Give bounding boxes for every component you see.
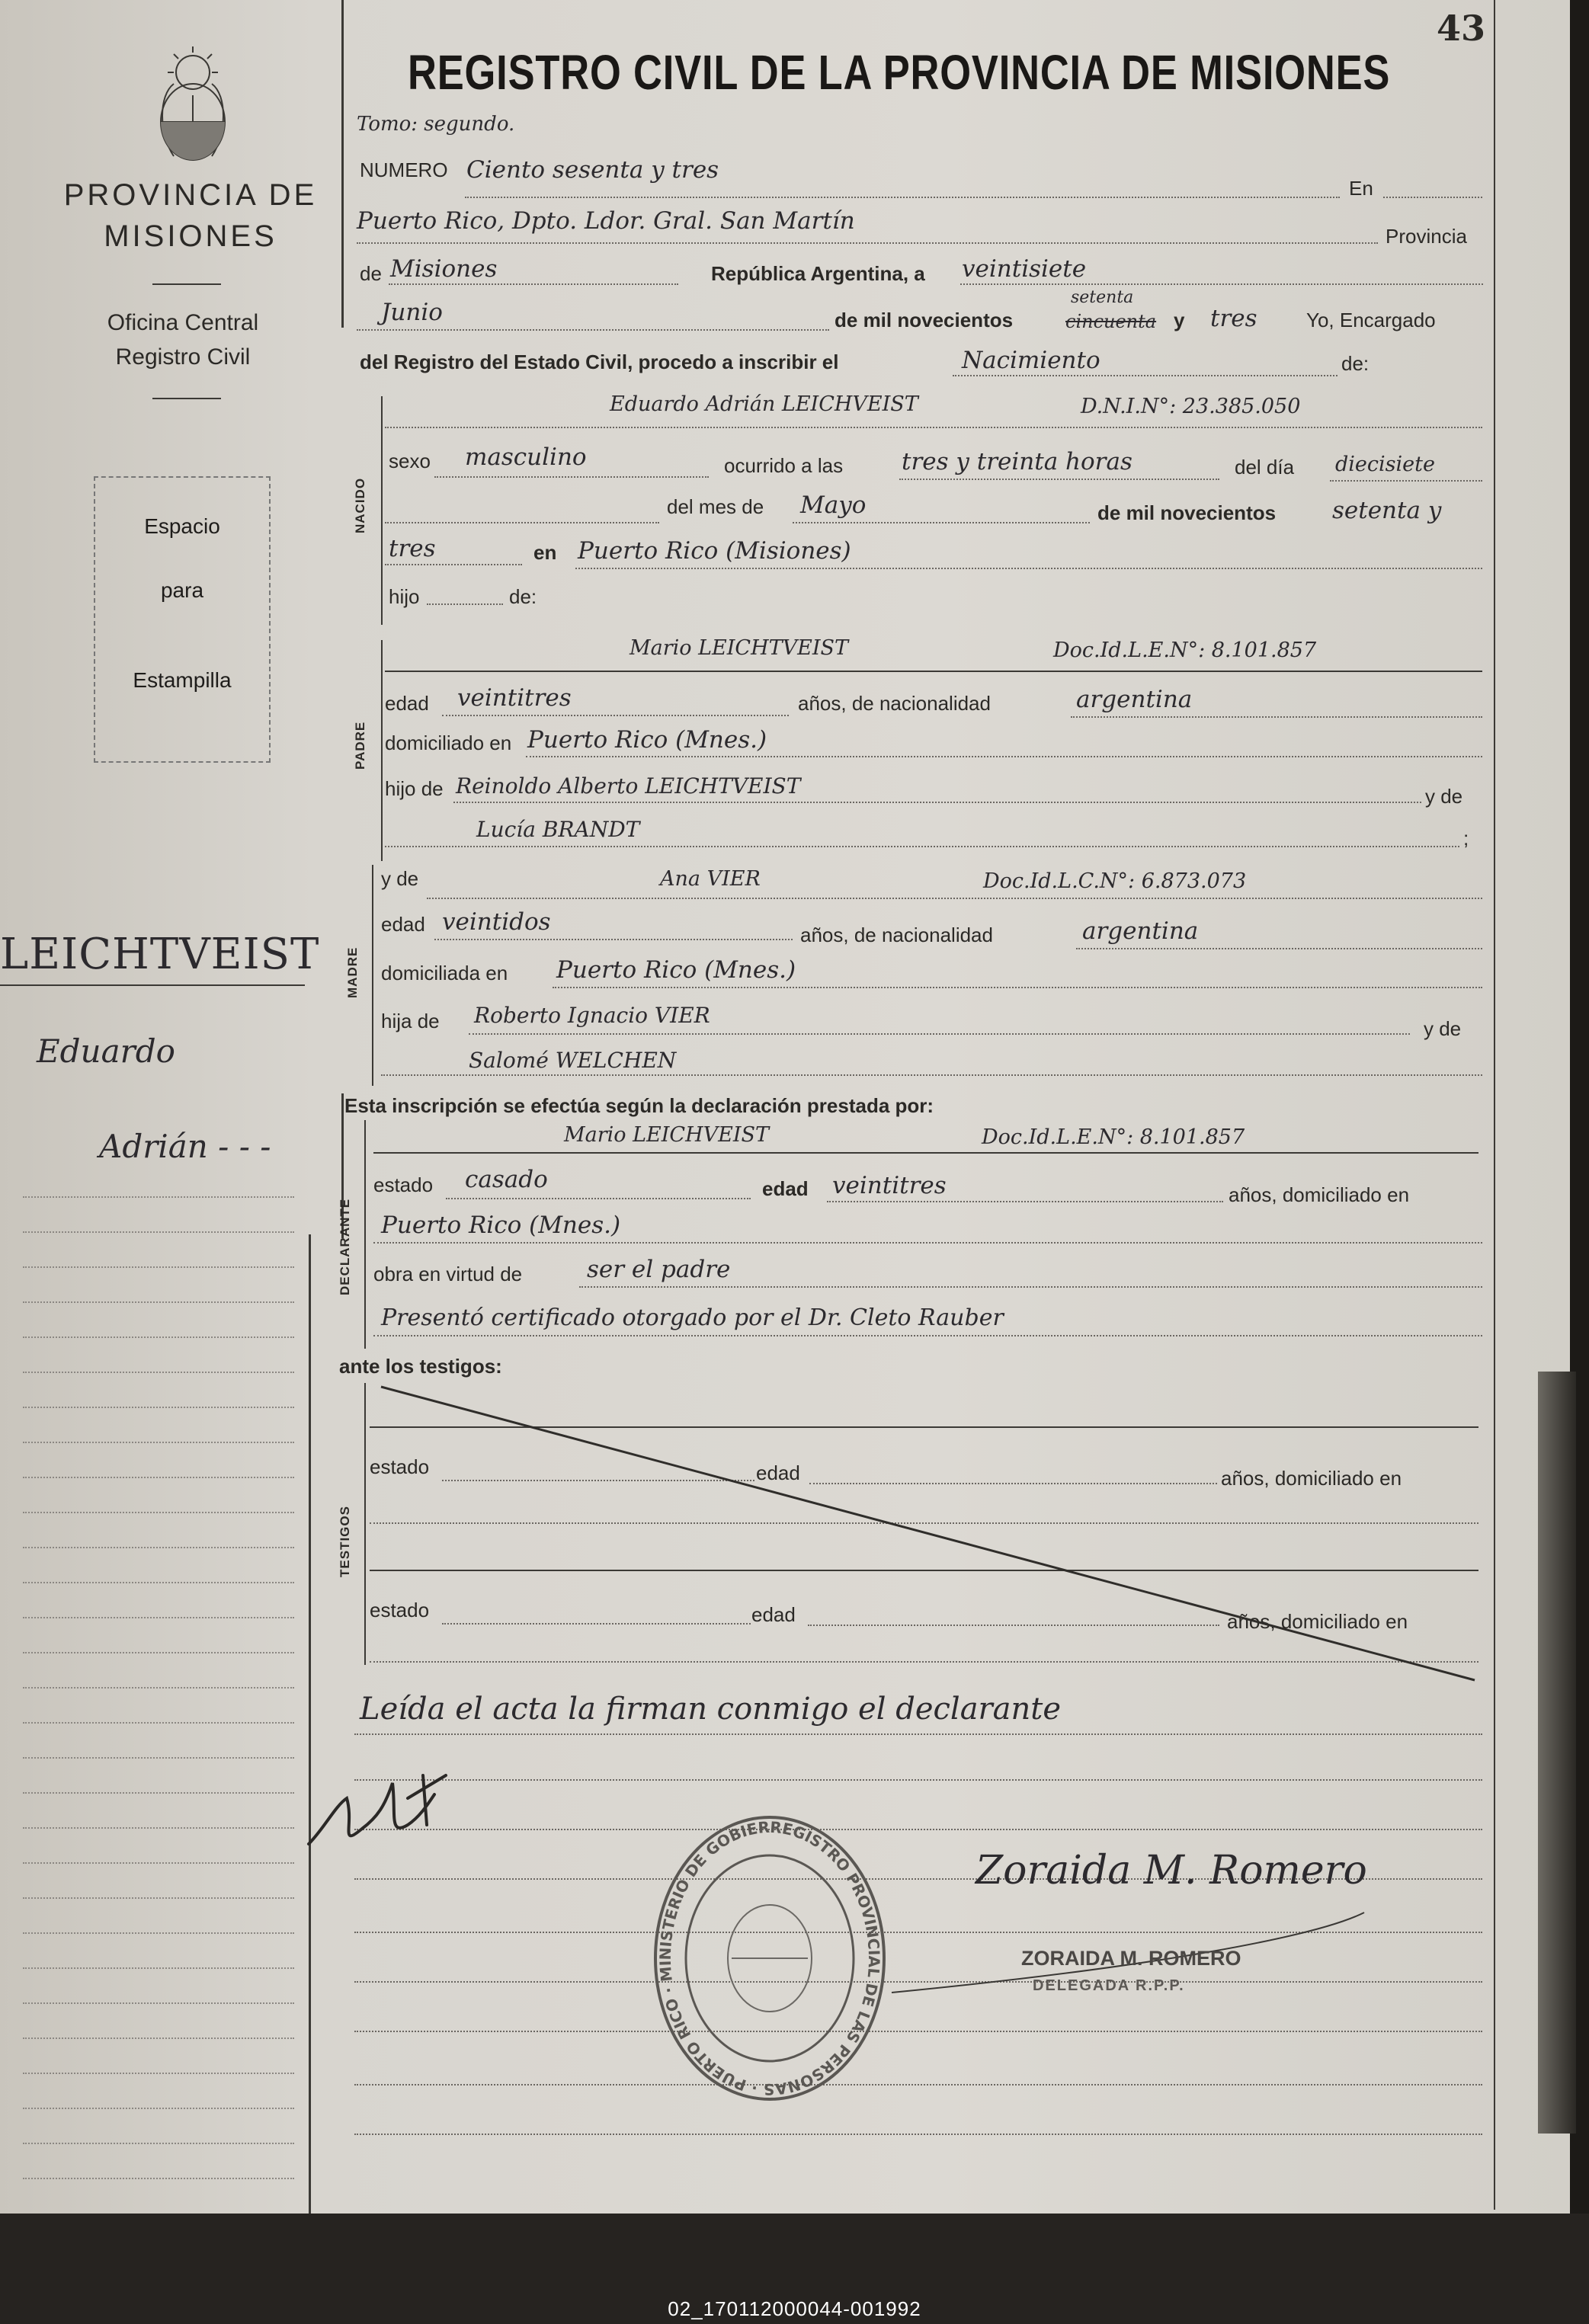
declarante-anios-label: años, domiciliado en <box>1229 1183 1410 1206</box>
sexo-label: sexo <box>389 450 431 472</box>
testigo1-estado-label: estado <box>370 1455 430 1478</box>
padre-nombre: Mario LEICHTVEIST <box>630 636 849 660</box>
dia-label: del día <box>1235 456 1295 479</box>
dotted-line <box>354 2031 1482 2032</box>
padre-dom-label: domiciliado en <box>385 731 512 754</box>
dotted-line <box>354 1733 1482 1735</box>
declarante-documento: Doc.Id.L.E.N°: 8.101.857 <box>982 1125 1245 1149</box>
declarante-nota: Presentó certificado otorgado por el Dr. Cleto Rauber <box>381 1304 1004 1331</box>
padre-documento: Doc.Id.L.E.N°: 8.101.857 <box>1053 639 1317 662</box>
margin-name2: Adrián - - - <box>99 1128 271 1165</box>
margin-name1: Eduardo <box>37 1032 175 1070</box>
declarant-signature <box>293 1753 461 1867</box>
declarante-nombre: Mario LEICHVEIST <box>564 1123 770 1147</box>
office-line-2: Registro Civil <box>115 344 251 370</box>
padre-nac-value: argentina <box>1076 686 1193 713</box>
declarante-estado-label: estado <box>373 1173 434 1196</box>
madre-dom-value: Puerto Rico (Mnes.) <box>556 956 796 984</box>
office-line-1: Oficina Central <box>107 310 259 335</box>
dia-value: diecisiete <box>1335 453 1435 476</box>
province-line-2: MISIONES <box>104 219 277 253</box>
padre-madre-value: Lucía BRANDT <box>476 817 640 842</box>
declarante-obra-value: ser el padre <box>587 1256 731 1283</box>
provincia-value: Misiones <box>390 255 498 283</box>
tomo-note: Tomo: segundo. <box>357 113 515 136</box>
padre-hijo-label: hijo de <box>385 777 444 800</box>
provincia-label: Provincia <box>1386 225 1467 248</box>
anio-unidad: tres <box>1210 305 1257 332</box>
province-line-1: PROVINCIA DE <box>63 178 318 212</box>
de-label: de <box>360 262 382 285</box>
madre-hija-label: hija de <box>381 1010 440 1032</box>
stamp-box-line1: Espacio <box>144 514 220 538</box>
madre-nac-value: argentina <box>1082 917 1199 945</box>
anio-correction: setenta <box>1071 288 1134 307</box>
page-number: 43 <box>1437 8 1486 49</box>
file-name: 02_170112000044-001992 <box>668 2297 921 2320</box>
de-colon: de: <box>1341 352 1370 375</box>
numero-value: Ciento sesenta y tres <box>466 156 719 184</box>
padre-edad-value: veintitres <box>457 684 572 712</box>
svg-text:REGISTRO PROVINCIAL DE LAS PER <box>648 1806 883 2098</box>
sexo-value: masculino <box>465 443 587 471</box>
madre-yde2-label: y de <box>1424 1017 1462 1040</box>
declarante-dom-value: Puerto Rico (Mnes.) <box>381 1212 621 1239</box>
mil-label: de mil novecientos <box>835 309 1014 331</box>
padre-dom-value: Puerto Rico (Mnes.) <box>527 726 767 754</box>
madre-nac-label: años, de nacionalidad <box>800 924 993 946</box>
dotted-line <box>354 1829 1482 1830</box>
declarante-edad-value: veintitres <box>832 1172 947 1199</box>
mes-label: del mes de <box>667 495 764 518</box>
madre-documento: Doc.Id.L.C.N°: 6.873.073 <box>983 869 1247 893</box>
dia-value: veintisiete <box>962 255 1087 283</box>
nacido-documento: D.N.I.N°: 23.385.050 <box>1081 395 1301 418</box>
madre-dom-label: domiciliada en <box>381 962 508 984</box>
numero-label: NUMERO <box>360 158 448 181</box>
ocurrido-label: ocurrido a las <box>724 454 844 477</box>
stamp-box-line2: para <box>160 578 204 602</box>
madre-madre-value: Salomé WELCHEN <box>469 1048 677 1073</box>
semicolon: ; <box>1463 827 1469 850</box>
mes-value: Mayo <box>800 491 867 519</box>
dotted-line <box>354 2134 1482 2135</box>
hijo-label: hijo <box>389 585 420 608</box>
padre-edad-label: edad <box>385 692 429 715</box>
acto-value: Nacimiento <box>962 347 1100 374</box>
section-madre: MADRE <box>345 946 360 998</box>
seal-text: REGISTRO PROVINCIAL DE LAS PERSONAS · PUERTO RICO · MINISTERIO DE GOBIER <box>655 1817 884 2099</box>
padre-yde-label: y de <box>1425 785 1463 808</box>
document-title: REGISTRO CIVIL DE LA PROVINCIA DE MISIONES <box>408 45 1391 100</box>
republica-label: República Argentina, a <box>711 262 925 285</box>
margin-surname: LEICHTVEIST <box>0 930 320 979</box>
section-testigos: TESTIGOS <box>338 1506 352 1577</box>
testigo1-edad-label: edad <box>756 1461 800 1484</box>
padre-nac-label: años, de nacionalidad <box>798 692 991 715</box>
section-padre: PADRE <box>353 721 367 770</box>
anio-value2: tres <box>389 535 436 562</box>
anio-value1: setenta y <box>1332 497 1442 524</box>
section-declarante: DECLARANTE <box>338 1198 352 1295</box>
yo-label: Yo, Encargado <box>1306 309 1436 331</box>
padre-padre-value: Reinoldo Alberto LEICHTVEIST <box>456 773 801 799</box>
madre-edad-label: edad <box>381 913 425 936</box>
hijo-de-label: de: <box>509 585 537 608</box>
cierre-texto: Leída el acta la firman conmigo el declarante <box>360 1692 1062 1727</box>
official-signature: Zoraida M. Romero <box>976 1848 1367 1893</box>
en-label-nacido: en <box>533 541 557 564</box>
stamp-box-line3: Estampilla <box>133 668 232 692</box>
lugar-value: Puerto Rico, Dpto. Ldor. Gral. San Martín <box>357 207 855 235</box>
mil-label-nacido: de mil novecientos <box>1097 501 1277 524</box>
declarante-intro: Esta inscripción se efectúa según la declaración prestada por: <box>344 1094 934 1117</box>
testigo2-anios-label: años, domiciliado en <box>1227 1610 1408 1633</box>
stamp-official-name: ZORAIDA M. ROMERO <box>1021 1947 1241 1970</box>
madre-padre-value: Roberto Ignacio VIER <box>474 1003 710 1028</box>
testigo1-anios-label: años, domiciliado en <box>1221 1467 1402 1490</box>
registro-label: del Registro del Estado Civil, procedo a inscribir el <box>360 351 839 373</box>
testigo2-edad-label: edad <box>751 1603 796 1626</box>
lugar-nacido: Puerto Rico (Misiones) <box>578 537 851 565</box>
testigos-intro: ante los testigos: <box>339 1355 502 1378</box>
mes-value: Junio <box>381 299 443 326</box>
madre-nombre: Ana VIER <box>660 867 761 891</box>
declarante-obra-label: obra en virtud de <box>373 1263 523 1285</box>
stamp-official-role: DELEGADA R.P.P. <box>1033 1977 1185 1994</box>
anio-struck: cincuenta <box>1065 311 1157 332</box>
testigo2-estado-label: estado <box>370 1599 430 1621</box>
hora-value: tres y treinta horas <box>902 448 1132 475</box>
dotted-line <box>354 1779 1482 1781</box>
official-seal <box>648 1806 892 2111</box>
dotted-line <box>354 2084 1482 2086</box>
y-label: y <box>1174 309 1185 331</box>
declarante-estado-value: casado <box>465 1166 548 1193</box>
section-nacido: NACIDO <box>353 477 367 533</box>
declarante-edad-label: edad <box>762 1177 809 1200</box>
madre-yde-label: y de <box>381 867 419 890</box>
nacido-nombre: Eduardo Adrián LEICHVEIST <box>610 392 918 416</box>
en-label: En <box>1349 177 1373 200</box>
madre-edad-value: veintidos <box>442 908 551 936</box>
